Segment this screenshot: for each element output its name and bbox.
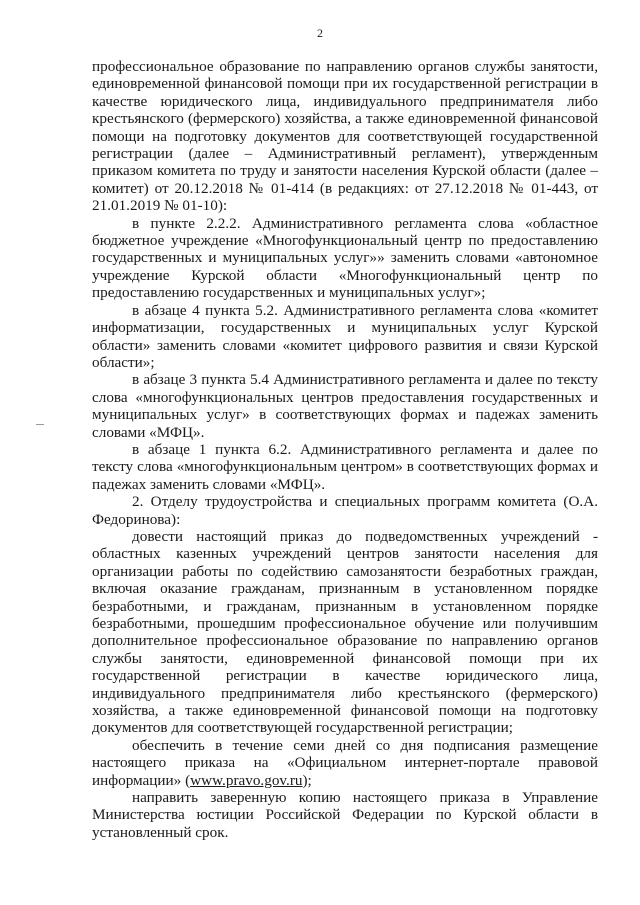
pravo-link[interactable]: www.pravo.gov.ru xyxy=(190,771,303,789)
paragraph-deliver-order: довести настоящий приказ до подведомственных учреждений - областных казенных учреждений центров занятости населения для организации работы по содействию самозанятости безработных граждан, включая оказание гражданам, признанным в установленном порядке безработными, и гражданам, признанным в установленном порядке безработными, прошедшим профессиональное обучение или получившим дополнительное профессиональное образование по направлению органов службы занятости, единовременной финансовой помощи при их государственной регистрации в качестве юридического лица, индивидуального предпринимателя либо крестьянского (фермерского) хозяйства, а также единовременной финансовой помощи на подготовку документов для соответствующей государственной регистрации; xyxy=(92,527,598,737)
paragraph-publish-order xyxy=(92,737,598,789)
paragraph-regulation-intro: профессиональное образование по направлению органов службы занятости, единовременной финансовой помощи при их государственной регистрации в качестве юридического лица, индивидуального предпринимателя либо крестьянского (фермерского) хозяйства, а также единовременной финансовой помощи на подготовку документов для соответствующей государственной регистрации (далее – Административный регламент), утвержденным приказом комитета по труду и занятости населения Курской области (далее – комитет) от 20.12.2018 № 01-414 (в редакциях: от 27.12.2018 № 01-443, от 21.01.2019 № 01-10): xyxy=(92,58,598,215)
margin-mark xyxy=(36,424,44,425)
paragraph-point-5-4: в абзаце 3 пункта 5.4 Административного регламента и далее по тексту слова «многофункциональных центров предоставления государственных и муниципальных услуг» в соответствующих формах и падежах заменить словами «МФЦ». xyxy=(92,371,598,441)
publish-text-after: ); xyxy=(302,771,312,789)
paragraph-point-5-2: в абзаце 4 пункта 5.2. Административного регламента слова «комитет информатизации, государственных и муниципальных услуг Курской области» заменить словами «комитет цифрового развития и связи Курской области»; xyxy=(92,301,598,371)
publish-text-before: обеспечить в течение семи дней со дня подписания размещение настоящего приказа на «Официальном интернет-портале правовой информации» ( xyxy=(92,736,598,789)
paragraph-point-2-2-2: в пункте 2.2.2. Административного регламента слова «областное бюджетное учреждение «Многофункциональный центр по предоставлению государственных и муниципальных услуг»» заменить словами «автономное учреждение Курской области «Многофункциональный центр по предоставлению государственных и муниципальных услуг»; xyxy=(92,214,598,302)
page-number: 2 xyxy=(317,26,323,40)
paragraph-section-2: 2. Отделу трудоустройства и специальных программ комитета (О.А. Федоринова): xyxy=(92,493,598,528)
document-body xyxy=(92,58,598,841)
paragraph-point-6-2: в абзаце 1 пункта 6.2. Административного регламента и далее по тексту слова «многофункциональным центром» в соответствующих формах и падежах заменить словами «МФЦ». xyxy=(92,440,598,493)
paragraph-send-copy: направить заверенную копию настоящего приказа в Управление Министерства юстиции Российской Федерации по Курской области в установленный срок. xyxy=(92,789,598,841)
